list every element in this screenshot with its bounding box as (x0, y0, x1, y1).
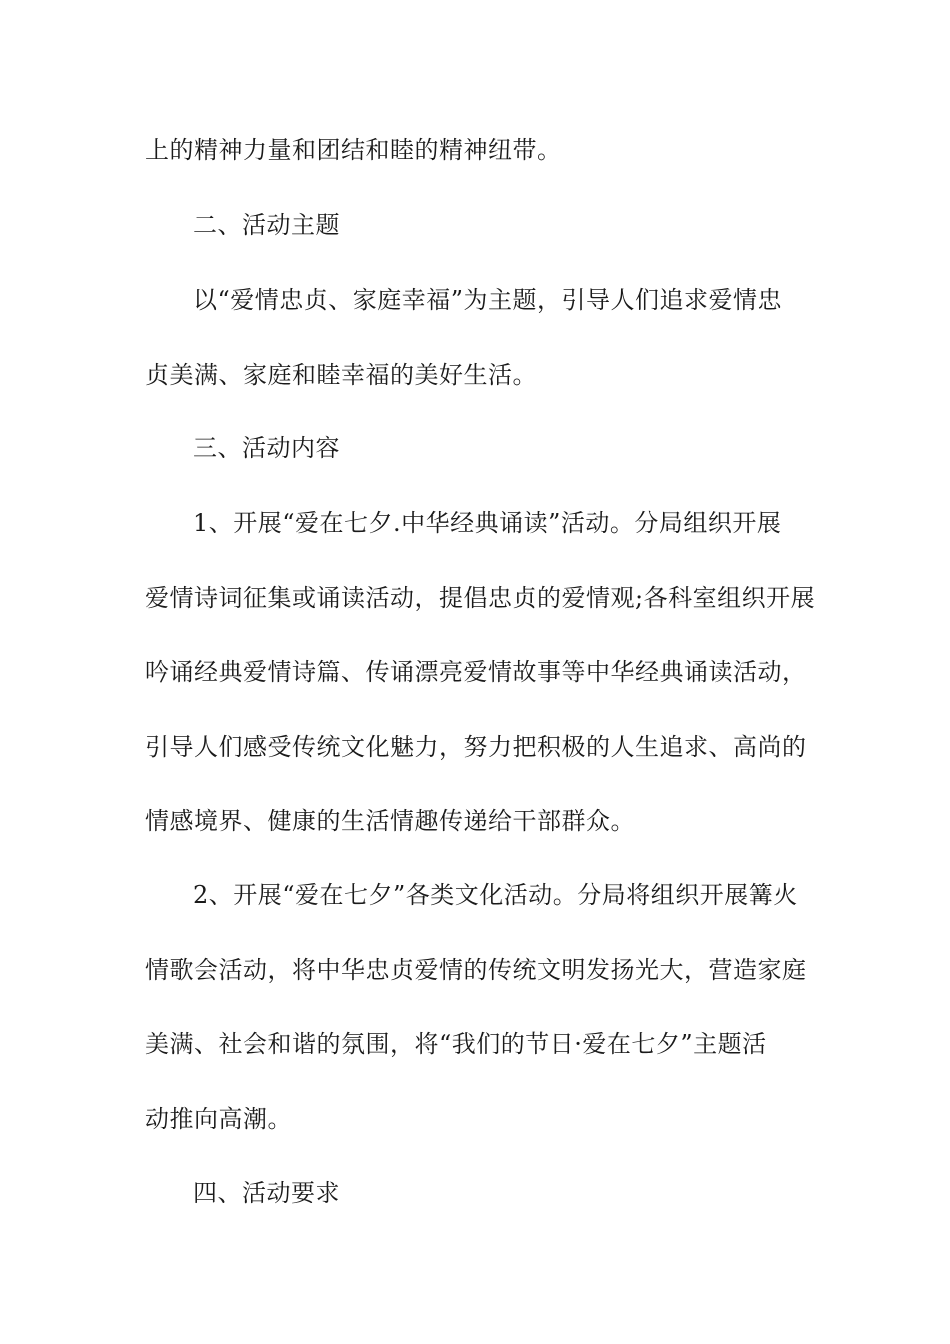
paragraph-line: 吟诵经典爱情诗篇、传诵漂亮爱情故事等中华经典诵读活动， (145, 658, 807, 686)
paragraph-line: 动推向高潮。 (145, 1105, 292, 1133)
paragraph-line: 1、开展“爱在七夕.中华经典诵读”活动。分局组织开展 (193, 509, 782, 537)
paragraph-line: 2、开展“爱在七夕”各类文化活动。分局将组织开展篝火 (193, 881, 798, 909)
section-heading-theme: 二、活动主题 (193, 211, 340, 239)
paragraph-line: 美满、社会和谐的氛围，将“我们的节日·爱在七夕”主题活 (145, 1030, 767, 1058)
paragraph-line: 引导人们感受传统文化魅力，努力把积极的人生追求、高尚的 (145, 733, 807, 761)
section-heading-requirements: 四、活动要求 (193, 1179, 340, 1207)
paragraph-line: 情歌会活动，将中华忠贞爱情的传统文明发扬光大，营造家庭 (145, 956, 807, 984)
paragraph-line: 上的精神力量和团结和睦的精神纽带。 (145, 136, 562, 164)
paragraph-line: 以“爱情忠贞、家庭幸福”为主题，引导人们追求爱情忠 (193, 286, 783, 314)
paragraph-line: 情感境界、健康的生活情趣传递给干部群众。 (145, 807, 635, 835)
section-heading-content: 三、活动内容 (193, 434, 340, 462)
paragraph-line: 贞美满、家庭和睦幸福的美好生活。 (145, 361, 537, 389)
paragraph-line: 爱情诗词征集或诵读活动，提倡忠贞的爱情观;各科室组织开展 (145, 584, 816, 612)
